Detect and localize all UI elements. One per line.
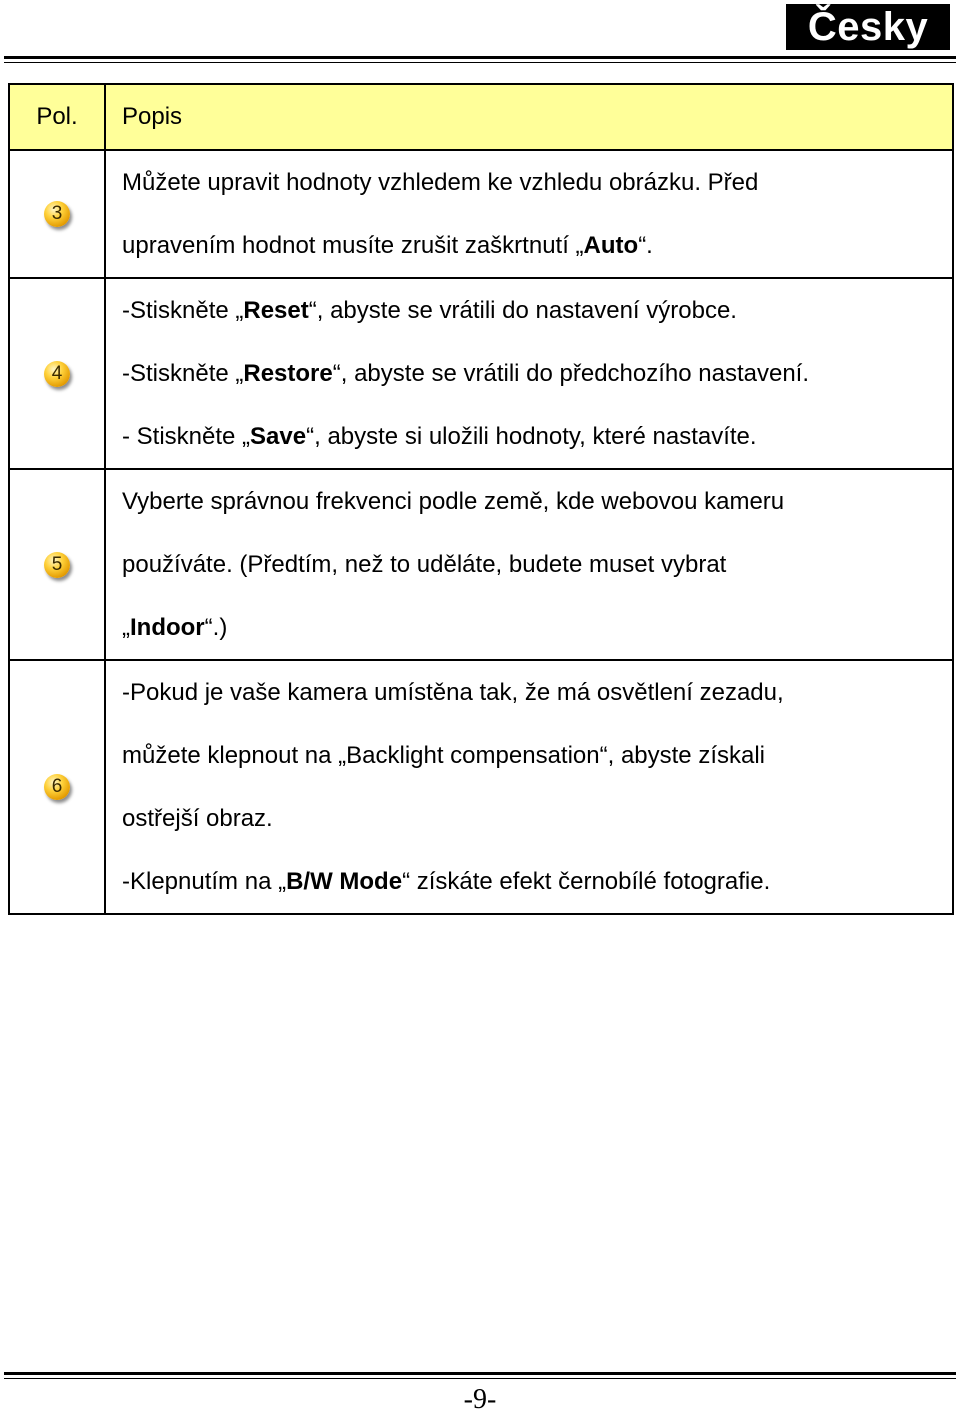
description-table [8,83,954,915]
page-number: -9- [463,1384,497,1415]
table-row [9,660,953,914]
description-line [122,151,942,214]
column-header-description: Popis [105,84,953,150]
text-segment: používáte. (Předtím, než to uděláte, budete muset vybrat [122,551,727,578]
text-segment: -Stiskněte „ [122,360,244,387]
description-line [122,470,942,533]
text-segment: -Stiskněte „ [122,297,244,324]
text-segment: -Klepnutím na „ [122,868,287,895]
table-row [9,469,953,660]
item-number-cell [9,469,105,660]
emphasized-term: Reset [243,297,309,324]
text-segment: “, abyste se vrátili do nastavení výrobce. [308,297,737,324]
text-segment: -Pokud je vaše kamera umístěna tak, že má osvětlení zezadu, [122,679,784,706]
description-line [122,661,942,724]
description-line [122,533,942,596]
item-number-cell [9,660,105,914]
header-rule-thin [4,62,956,63]
description-line [122,279,942,342]
emphasized-term: Indoor [130,614,205,641]
emphasized-term: Save [250,423,307,450]
text-segment: “.) [204,614,228,641]
number-6-icon: 6 [44,774,70,800]
text-segment: „ [122,614,130,641]
table-body [9,150,953,914]
number-5-icon: 5 [44,552,70,578]
table-row [9,278,953,469]
item-description-cell [105,278,953,469]
description-line [122,214,942,277]
footer-rule [4,1372,956,1375]
item-number-cell [9,150,105,278]
emphasized-term: B/W Mode [286,868,403,895]
description-line [122,342,942,405]
description-line [122,787,942,850]
emphasized-term: Auto [583,232,639,259]
text-segment: - Stiskněte „ [122,423,251,450]
text-segment: “, abyste se vrátili do předchozího nastavení. [332,360,810,387]
description-line [122,596,942,659]
text-segment: můžete klepnout na „Backlight compensation“, abyste získali [122,742,765,769]
text-segment: “. [638,232,653,259]
description-line [122,850,942,913]
description-line [122,724,942,787]
text-segment: “, abyste si uložili hodnoty, které nastavíte. [306,423,757,450]
item-number-cell [9,278,105,469]
text-segment: ostřejší obraz. [122,805,273,832]
description-line [122,405,942,468]
text-segment: Vyberte správnou frekvenci podle země, kde webovou kameru [122,488,785,515]
item-description-cell [105,660,953,914]
column-header-position: Pol. [9,84,105,150]
number-3-icon: 3 [44,201,70,227]
header-rule [4,56,956,59]
item-description-cell [105,469,953,660]
number-4-icon: 4 [44,361,70,387]
footer-rule-thin [4,1378,956,1379]
table-row [9,150,953,278]
item-description-cell [105,150,953,278]
text-segment: Můžete upravit hodnoty vzhledem ke vzhledu obrázku. Před [122,169,759,196]
emphasized-term: Restore [243,360,333,387]
table-header-row [9,84,953,150]
text-segment: upravením hodnot musíte zrušit zaškrtnutí „ [122,232,584,259]
language-badge: Česky [786,4,950,50]
text-segment: “ získáte efekt černobílé fotografie. [402,868,771,895]
